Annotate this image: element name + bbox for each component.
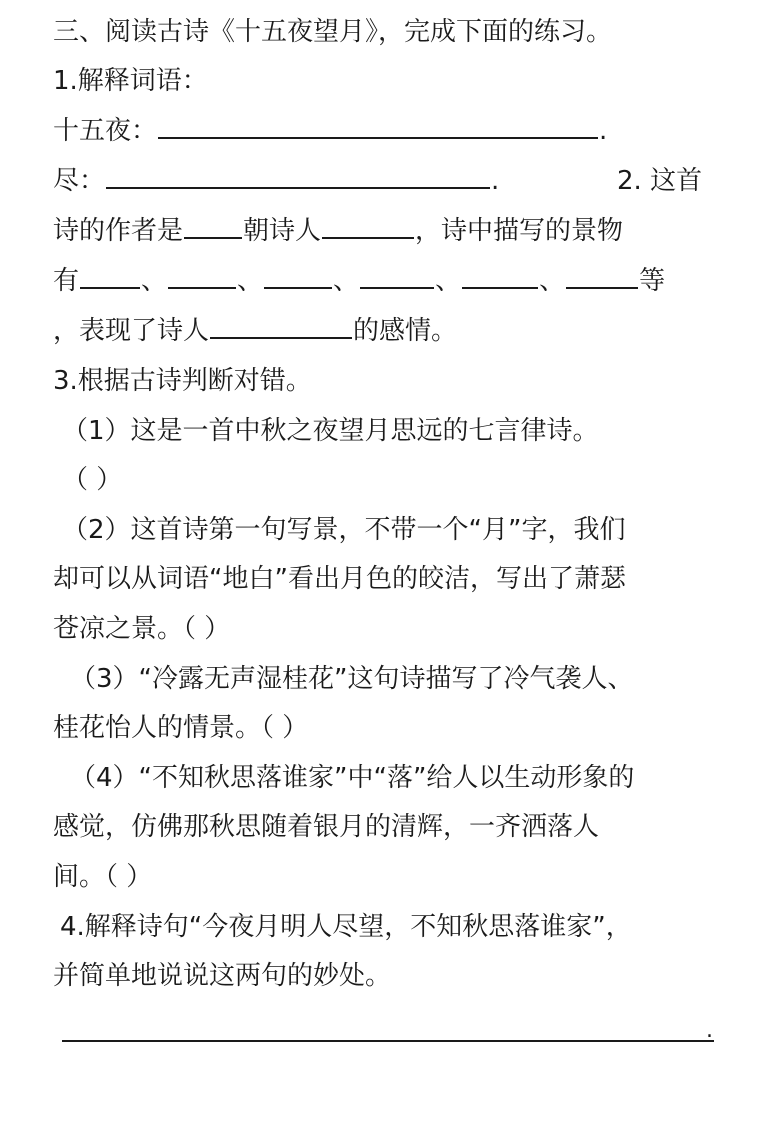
end-mark: . <box>491 166 500 196</box>
q1-term1-label: 十五夜： <box>53 116 158 146</box>
separator: 、 <box>539 266 566 296</box>
answer-line[interactable] <box>62 1040 714 1042</box>
answer-blank[interactable] <box>158 115 598 139</box>
answer-blank[interactable] <box>184 215 242 239</box>
q3-s3-line1: （3）“冷露无声湿桂花”这句诗描写了冷气袭人、 <box>70 664 634 694</box>
answer-blank[interactable] <box>462 265 538 289</box>
separator: 、 <box>435 266 462 296</box>
q4-line2: 并简单地说说这两句的妙处。 <box>53 961 392 991</box>
separator: 、 <box>333 266 360 296</box>
q3-s3-line2: 桂花怡人的情景。（ ） <box>53 713 309 743</box>
q2-line-b <box>53 261 665 301</box>
answer-blank[interactable] <box>322 215 414 239</box>
answer-blank[interactable] <box>210 315 352 339</box>
end-mark: . <box>706 1018 713 1043</box>
answer-blank[interactable] <box>168 265 236 289</box>
answer-blank[interactable] <box>360 265 434 289</box>
q2-number: 2. <box>617 166 642 196</box>
q1-term2-label: 尽： <box>53 166 106 196</box>
q1-term1-line <box>53 111 607 151</box>
q2-line-a <box>53 211 623 251</box>
q2-text: 等 <box>639 266 666 296</box>
q1-term2-line <box>53 161 499 201</box>
q1-heading: 1.解释词语： <box>53 66 208 96</box>
answer-blank[interactable] <box>566 265 638 289</box>
q2-text: 诗的作者是 <box>53 216 184 246</box>
q2-start <box>617 161 702 201</box>
q2-text: 的感情。 <box>353 316 458 346</box>
answer-blank[interactable] <box>106 165 490 189</box>
q2-line-c <box>53 311 457 351</box>
q2-text: ，诗中描写的景物 <box>415 216 624 246</box>
q3-s4-line3: 间。（ ） <box>53 862 153 892</box>
answer-blank[interactable] <box>80 265 140 289</box>
q3-s1: （1）这是一首中秋之夜望月思远的七言律诗。 <box>62 416 599 446</box>
q3-s2-line2: 却可以从词语“地白”看出月色的皎洁，写出了萧瑟 <box>53 564 626 594</box>
q3-s4-line2: 感觉，仿佛那秋思随着银月的清辉，一齐洒落人 <box>53 812 600 842</box>
answer-blank[interactable] <box>264 265 332 289</box>
q3-s2-line3: 苍凉之景。（ ） <box>53 614 231 644</box>
separator: 、 <box>237 266 264 296</box>
q3-heading: 3.根据古诗判断对错。 <box>53 366 312 396</box>
q3-s4-line1: （4）“不知秋思落谁家”中“落”给人以生动形象的 <box>70 763 635 793</box>
end-mark: . <box>599 116 608 146</box>
q2-text-start: 这首 <box>650 166 703 196</box>
separator: 、 <box>141 266 168 296</box>
q2-text: 有 <box>53 266 80 296</box>
q3-s2-line1: （2）这首诗第一句写景，不带一个“月”字，我们 <box>62 515 626 545</box>
q2-text: 朝诗人 <box>243 216 322 246</box>
section-title: 三、阅读古诗《十五夜望月》，完成下面的练习。 <box>53 17 613 47</box>
q2-text: ，表现了诗人 <box>53 316 210 346</box>
q3-s1-answer[interactable]: （ ） <box>62 465 123 495</box>
q4-line1: 4.解释诗句“今夜月明人尽望，不知秋思落谁家”， <box>60 912 632 942</box>
